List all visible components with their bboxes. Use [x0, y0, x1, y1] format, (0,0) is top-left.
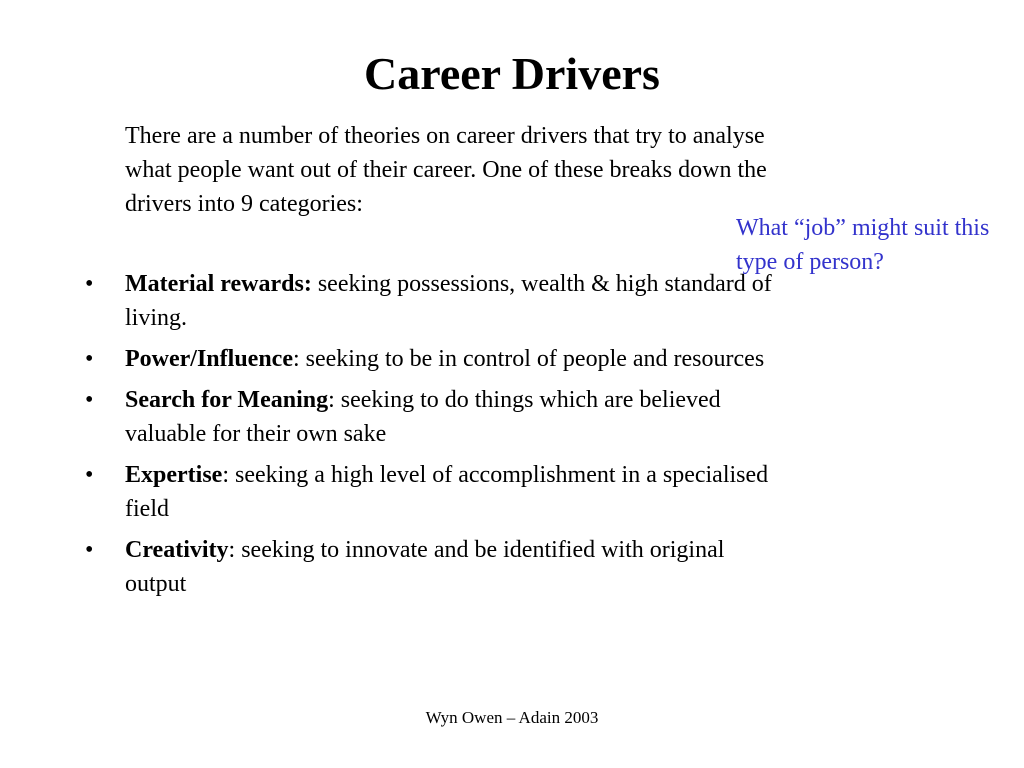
bullet-description: : seeking a high level of accomplishment in a specialised field [125, 462, 769, 522]
bullet-item-expertise [85, 458, 785, 526]
bullet-item-power-influence [85, 342, 785, 376]
side-note: What “job” might suit this type of person? [736, 215, 990, 275]
bullet-term: Search for Meaning [125, 387, 329, 413]
bullet-icon: • [85, 271, 94, 297]
intro-paragraph: There are a number of theories on career drivers that try to analyse what people want out of their career. One of these breaks down the drivers into 9 categories: [125, 123, 767, 217]
bullet-term: Creativity [125, 537, 229, 563]
bullet-description: seeking possessions, wealth & high standard of living. [125, 271, 772, 331]
bullet-term: Power/Influence [125, 346, 293, 372]
bullet-description: : seeking to innovate and be identified with original output [125, 537, 725, 597]
bullet-icon: • [85, 462, 94, 488]
bullet-item-search-for-meaning [85, 383, 785, 451]
bullet-icon: • [85, 537, 94, 563]
slide-title: Career Drivers [364, 48, 660, 99]
bullet-description: : seeking to be in control of people and resources [292, 346, 765, 372]
bullet-icon: • [85, 346, 94, 372]
bullet-item-material-rewards [85, 267, 785, 335]
footer-credit: Wyn Owen – Adain 2003 [425, 708, 599, 727]
bullet-term: Material rewards: [125, 271, 312, 297]
bullet-item-creativity [85, 533, 785, 601]
bullet-description: : seeking to do things which are believed valuable for their own sake [125, 387, 721, 447]
bullet-list [85, 267, 785, 608]
bullet-icon: • [85, 387, 94, 413]
bullet-term: Expertise [125, 462, 223, 488]
